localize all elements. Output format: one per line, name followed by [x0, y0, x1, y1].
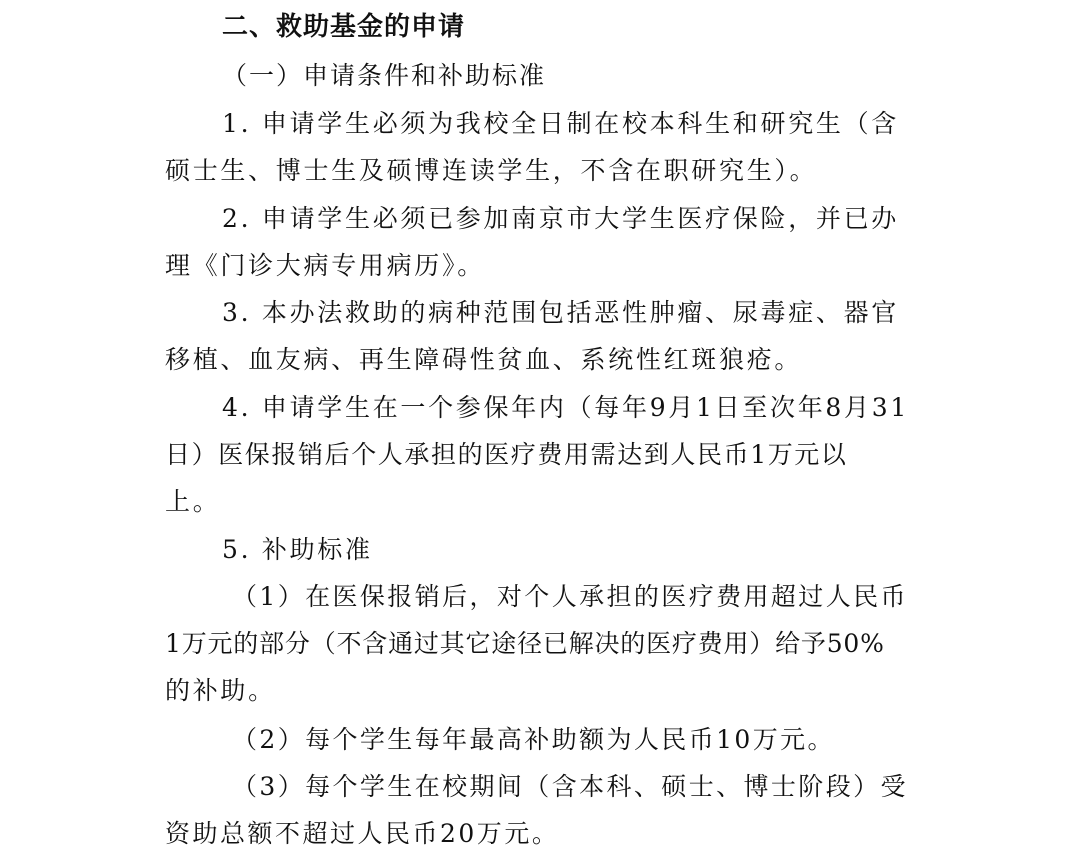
paragraph-line: （2）每个学生每年最高补助额为人民币10万元。 [232, 725, 835, 754]
paragraph-line: 日）医保报销后个人承担的医疗费用需达到人民币1万元以 [165, 440, 848, 469]
section-heading: 二、救助基金的申请 [222, 12, 466, 42]
paragraph-line: 硕士生、博士生及硕博连读学生，不含在职研究生）。 [165, 156, 818, 185]
paragraph-line: （1）在医保报销后，对个人承担的医疗费用超过人民币 [232, 582, 908, 611]
paragraph-line: 1万元的部分（不含通过其它途径已解决的医疗费用）给予50% [165, 629, 885, 658]
paragraph-line: 1. 申请学生必须为我校全日制在校本科生和研究生（含 [222, 109, 900, 138]
subsection-heading: （一）申请条件和补助标准 [222, 61, 547, 90]
paragraph-line: 5. 补助标准 [222, 535, 373, 564]
paragraph-line: 理《门诊大病专用病历》。 [165, 251, 485, 280]
paragraph-line: 2. 申请学生必须已参加南京市大学生医疗保险，并已办 [222, 204, 900, 233]
paragraph-line: 资助总额不超过人民币20万元。 [165, 819, 560, 848]
paragraph-line: 3. 本办法救助的病种范围包括恶性肿瘤、尿毒症、器官 [222, 298, 900, 327]
paragraph-line: 的补助。 [165, 676, 276, 705]
paragraph-line: 上。 [165, 487, 221, 516]
paragraph-line: 移植、血友病、再生障碍性贫血、系统性红斑狼疮。 [165, 345, 803, 374]
paragraph-line: 4. 申请学生在一个参保年内（每年9月1日至次年8月31 [222, 393, 909, 422]
paragraph-line: （3）每个学生在校期间（含本科、硕士、博士阶段）受 [232, 772, 908, 801]
